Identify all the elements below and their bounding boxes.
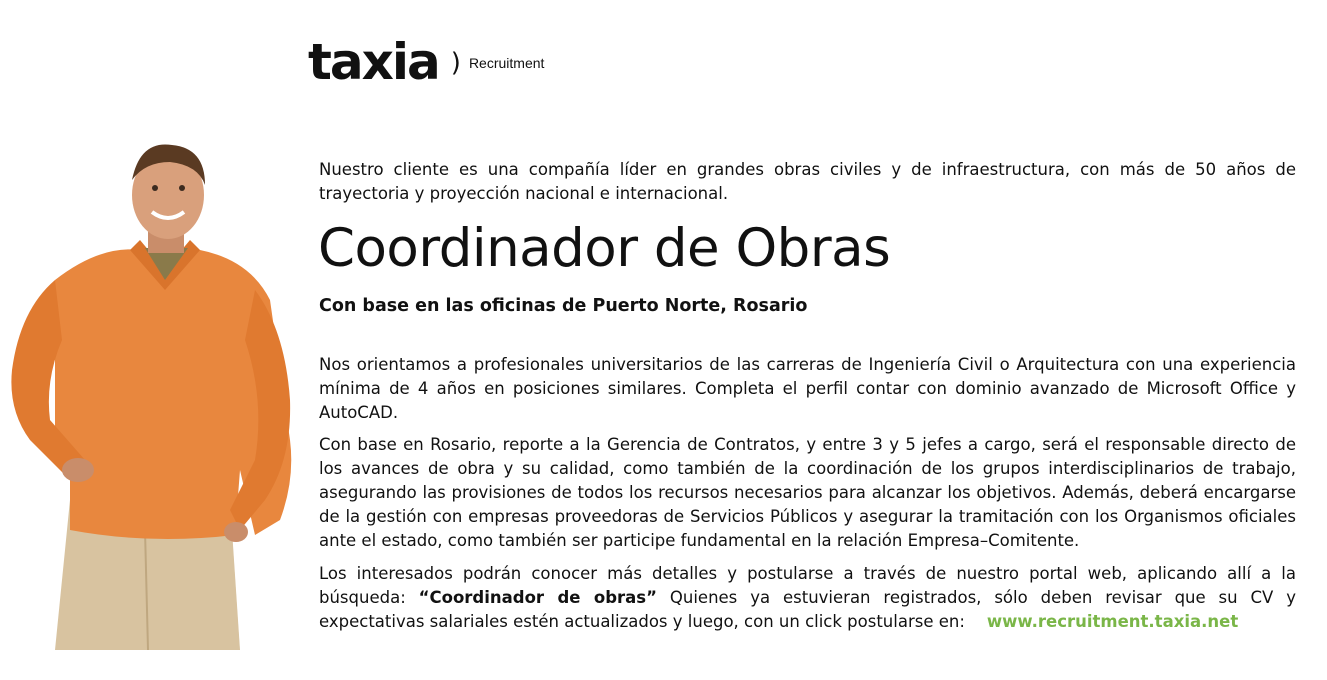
man-in-orange-sweater-photo — [0, 140, 300, 650]
client-intro: Nuestro cliente es una compañía líder en grandes obras civiles y de infraestructura, con más de 50 años de trayectoria y proyección nacional e internacional. — [319, 160, 1296, 203]
application-text-after: Quienes ya estuvieran registrados, sólo deben revisar que su CV y expectativas salariales estén actualizados y luego, con un click postularse en: — [319, 588, 1297, 631]
recruitment-website-link[interactable]: www.recruitment.taxia.net — [986, 612, 1239, 631]
application-text-before: Los interesados podrán conocer más detalles y postularse a través de nuestro portal web, aplicando allí a la búsqueda: — [319, 564, 1296, 607]
taxia-logo — [308, 34, 544, 90]
responsibilities-paragraph: Con base en Rosario, reporte a la Gerencia de Contratos, y entre 3 y 5 jefes a cargo, será el responsable directo de los avances de obra y su calidad, como también de la coordinación de los grupos interdisciplinarios de trabajo, asegurando las provisiones de todos los recursos necesarios para alcanzar los objetivos. Además, deberá encargarse de la gestión con empresas proveedoras de Servicios Públicos y asegurar la tramitación con los Organismos oficiales ante el estado, como también ser participe fundamental en la relación Empresa–Comitente. — [319, 435, 1296, 550]
application-paragraph — [319, 562, 1296, 634]
logo-brand: taxia — [308, 33, 439, 91]
logo-wordmark — [308, 34, 439, 90]
requirements-paragraph: Nos orientamos a profesionales universitarios de las carreras de Ingeniería Civil o Arquitectura con una experiencia mínima de 4 años en posiciones similares. Completa el perfil contar con dominio avanzado de Microsoft Office y AutoCAD. — [319, 355, 1296, 422]
job-location: Con base en las oficinas de Puerto Norte, Rosario — [319, 296, 808, 316]
logo-paren: ) — [450, 48, 461, 78]
logo-subtitle: Recruitment — [468, 55, 545, 71]
job-title: Coordinador de Obras — [318, 218, 891, 279]
search-title-bold: “Coordinador de obras” — [418, 588, 657, 607]
